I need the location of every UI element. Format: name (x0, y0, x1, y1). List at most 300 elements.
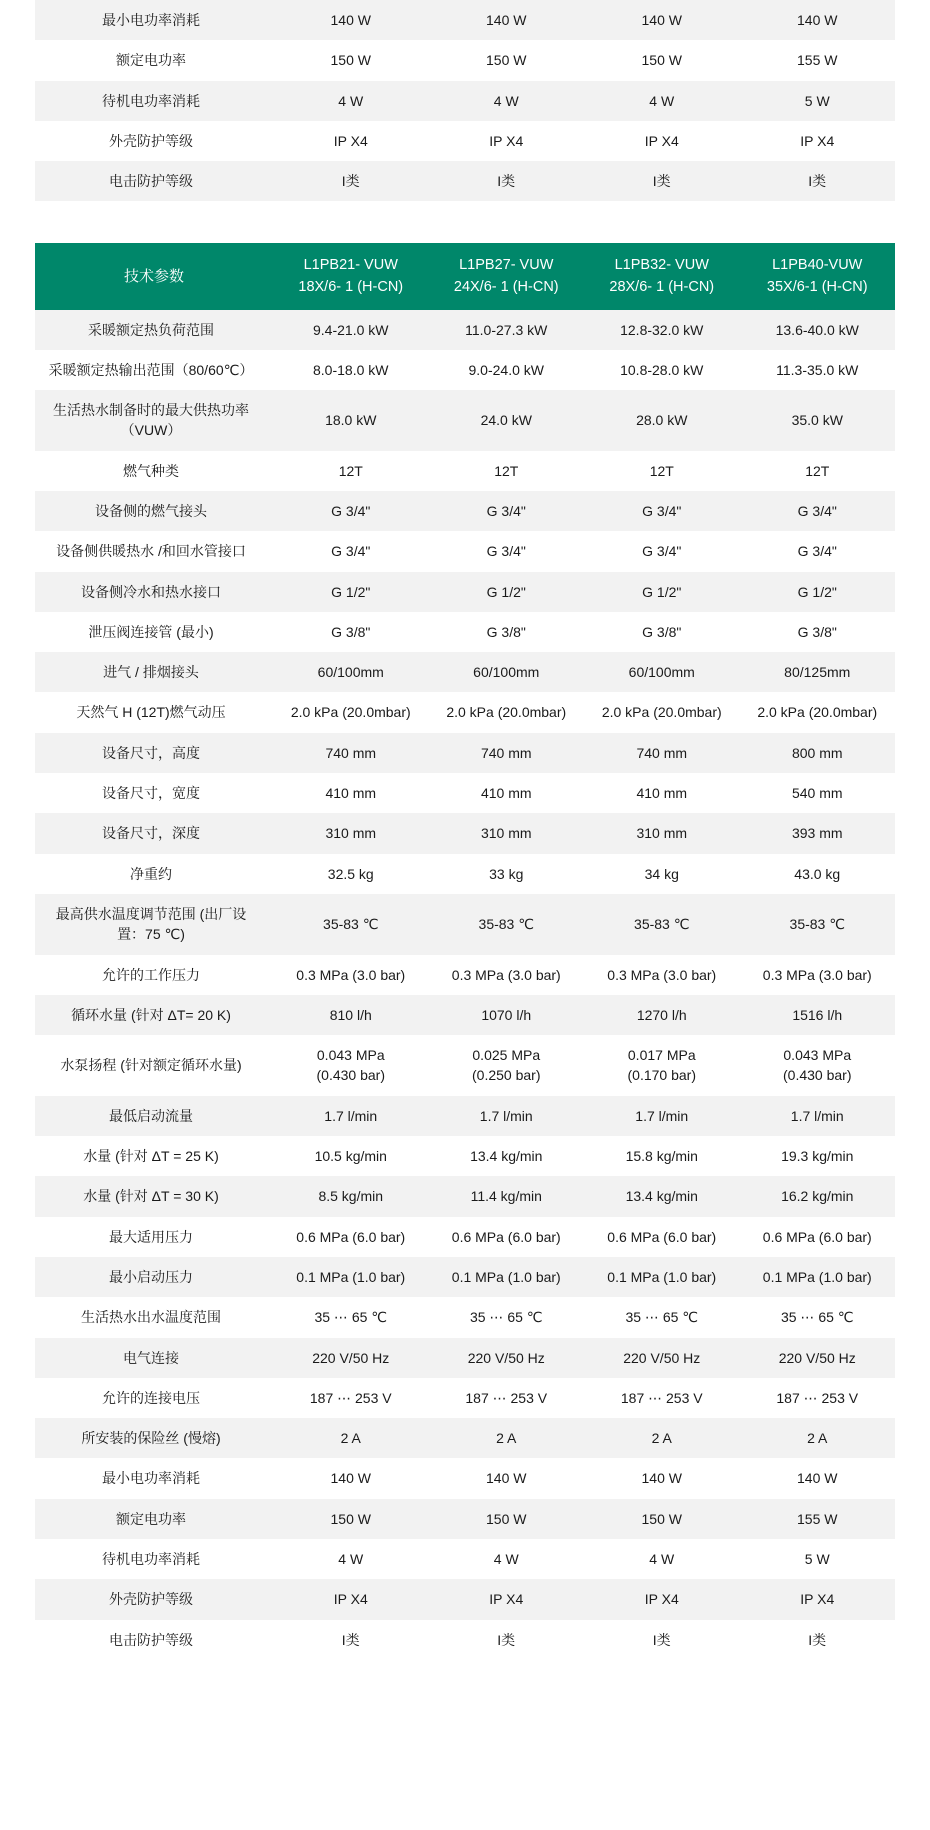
row-value (584, 531, 740, 571)
continued-spec-table-body (35, 0, 895, 201)
table-row (35, 1217, 895, 1257)
row-label: 最低启动流量 (35, 1096, 273, 1136)
value-line: 35-83 ℃ (323, 916, 379, 933)
value-line: 220 V/50 Hz (312, 1349, 390, 1366)
table-row (35, 310, 895, 350)
value-line: 4 W (649, 92, 675, 109)
value-line: 1.7 l/min (479, 1107, 533, 1124)
value-line: G 3/8" (486, 623, 526, 640)
value-line: 150 W (641, 52, 682, 69)
value-line: 12T (338, 462, 363, 479)
value-line: I类 (808, 1631, 827, 1648)
value-line: 4 W (649, 1551, 675, 1568)
row-value (584, 854, 740, 894)
value-line: 810 l/h (329, 1006, 372, 1023)
value-line: 0.1 MPa (1.0 bar) (296, 1268, 406, 1285)
row-value (429, 161, 585, 201)
value-line: 140 W (486, 12, 527, 28)
value-line: 35.0 kW (791, 412, 843, 429)
value-line: 24.0 kW (480, 412, 532, 429)
row-value (273, 390, 429, 451)
row-value (740, 1579, 896, 1619)
row-label: 生活热水出水温度范围 (35, 1297, 273, 1337)
value-line: 740 mm (480, 744, 532, 761)
row-value (273, 773, 429, 813)
value-line: 0.6 MPa (6.0 bar) (296, 1228, 406, 1245)
table-row (35, 854, 895, 894)
table-row (35, 733, 895, 773)
value-line: G 1/2" (331, 583, 371, 600)
value-line: 11.0-27.3 kW (465, 321, 548, 338)
header-model-variant: 35X/6-1 (H-CN) (766, 278, 868, 295)
table-row (35, 350, 895, 390)
row-value (429, 1338, 585, 1378)
row-value (584, 1579, 740, 1619)
row-label: 设备尺寸，宽度 (35, 773, 273, 813)
row-label: 水量 (针对 ΔT = 25 K) (35, 1136, 273, 1176)
value-line: 2.0 kPa (20.0mbar) (601, 704, 722, 721)
value-line: 540 mm (791, 785, 843, 802)
table-row (35, 491, 895, 531)
row-value (740, 1096, 896, 1136)
value-line: G 1/2" (642, 583, 682, 600)
value-line: 140 W (641, 12, 682, 28)
row-value (740, 612, 896, 652)
row-value (740, 1620, 896, 1660)
value-line: 12.8-32.0 kW (620, 321, 704, 338)
row-value (740, 1338, 896, 1378)
row-label: 电击防护等级 (35, 161, 273, 201)
value-line: 0.043 MPa (783, 1047, 852, 1064)
row-value (429, 1418, 585, 1458)
page-bottom-space (0, 1660, 930, 1830)
value-line: 140 W (797, 12, 838, 28)
row-label: 电气连接 (35, 1338, 273, 1378)
value-line: 1070 l/h (481, 1006, 532, 1023)
value-line: 12T (805, 462, 830, 479)
value-line: 410 mm (325, 785, 377, 802)
value-line: 13.4 kg/min (470, 1148, 543, 1165)
row-value (584, 1176, 740, 1216)
row-value (740, 1458, 896, 1498)
value-line: I类 (497, 173, 516, 190)
value-line: 220 V/50 Hz (467, 1349, 545, 1366)
row-value (740, 1136, 896, 1176)
value-line: 1270 l/h (636, 1006, 687, 1023)
row-value (429, 652, 585, 692)
table-row (35, 1297, 895, 1337)
row-value (584, 1499, 740, 1539)
value-line: 150 W (486, 1510, 527, 1527)
row-value (584, 1418, 740, 1458)
value-line: 155 W (797, 1510, 838, 1527)
value-line: 35-83 ℃ (789, 916, 845, 933)
header-cell-model-3 (584, 243, 740, 309)
value-line: 1.7 l/min (790, 1107, 844, 1124)
row-label: 采暖额定热负荷范围 (35, 310, 273, 350)
header-cell-model-4 (740, 243, 896, 309)
row-value (584, 1458, 740, 1498)
value-line: G 3/8" (797, 623, 837, 640)
row-value (584, 390, 740, 451)
header-model-variant: 24X/6- 1 (H-CN) (453, 278, 559, 295)
value-line: (0.430 bar) (316, 1067, 385, 1084)
row-value (740, 652, 896, 692)
table-row (35, 1499, 895, 1539)
row-value (584, 572, 740, 612)
value-line: 0.6 MPa (6.0 bar) (451, 1228, 561, 1245)
row-value (740, 121, 896, 161)
table-row (35, 955, 895, 995)
value-line: 35-83 ℃ (478, 916, 534, 933)
row-label: 最高供水温度调节范围 (出厂设置：75 ℃) (35, 894, 273, 955)
value-line: 310 mm (480, 825, 532, 842)
value-line: G 3/4" (797, 503, 837, 519)
row-value (429, 995, 585, 1035)
value-line: 35 ⋯ 65 ℃ (780, 1309, 854, 1326)
value-line: 2 A (496, 1430, 517, 1447)
row-value (429, 854, 585, 894)
row-label: 额定电功率 (35, 1499, 273, 1539)
row-value (429, 955, 585, 995)
value-line: 140 W (330, 12, 371, 28)
row-value (273, 995, 429, 1035)
row-value (740, 1035, 896, 1096)
row-value (273, 612, 429, 652)
value-line: 0.017 MPa (627, 1047, 696, 1064)
value-line: 0.3 MPa (3.0 bar) (762, 966, 872, 983)
value-line: 2 A (807, 1430, 828, 1447)
row-value (273, 1499, 429, 1539)
row-label: 生活热水制备时的最大供热功率（VUW） (35, 390, 273, 451)
row-value (584, 350, 740, 390)
row-value (740, 1418, 896, 1458)
value-line: 9.0-24.0 kW (468, 361, 544, 378)
value-line: IP X4 (489, 1591, 524, 1608)
value-line: 187 ⋯ 253 V (465, 1389, 548, 1406)
row-value (429, 773, 585, 813)
row-value (429, 1620, 585, 1660)
value-line: 32.5 kg (327, 865, 374, 882)
value-line: 5 W (804, 1551, 830, 1568)
value-line: 220 V/50 Hz (623, 1349, 701, 1366)
value-line: 0.6 MPa (6.0 bar) (762, 1228, 872, 1245)
value-line: G 3/4" (486, 543, 526, 560)
value-line: G 3/4" (486, 503, 526, 519)
row-value (273, 350, 429, 390)
row-value (740, 531, 896, 571)
value-line: 28.0 kW (636, 412, 688, 429)
row-value (740, 773, 896, 813)
table-row (35, 1035, 895, 1096)
row-label: 最小电功率消耗 (35, 1458, 273, 1498)
value-line: 4 W (338, 92, 364, 109)
row-value (740, 1539, 896, 1579)
row-value (273, 1136, 429, 1176)
row-value (584, 40, 740, 80)
value-line: IP X4 (800, 1591, 835, 1608)
row-value (429, 1378, 585, 1418)
header-model-name: L1PB32- VUW (614, 257, 709, 274)
row-value (273, 652, 429, 692)
value-line: 0.3 MPa (3.0 bar) (451, 966, 561, 983)
row-value (273, 955, 429, 995)
row-label: 净重约 (35, 854, 273, 894)
value-line: 35 ⋯ 65 ℃ (625, 1309, 699, 1326)
value-line: 0.1 MPa (1.0 bar) (607, 1268, 717, 1285)
row-value (273, 0, 429, 40)
row-label: 水量 (针对 ΔT = 30 K) (35, 1176, 273, 1216)
row-value (273, 1579, 429, 1619)
value-line: 80/125mm (784, 664, 851, 681)
row-value (429, 81, 585, 121)
row-value (740, 40, 896, 80)
table-row (35, 1539, 895, 1579)
value-line: (0.250 bar) (472, 1067, 541, 1084)
value-line: (0.170 bar) (627, 1067, 696, 1084)
value-line: 140 W (797, 1470, 838, 1487)
row-value (273, 572, 429, 612)
row-label: 允许的工作压力 (35, 955, 273, 995)
header-model-name: L1PB40-VUW (772, 257, 863, 274)
value-line: 33 kg (489, 865, 524, 882)
table-header-row (35, 243, 895, 309)
row-value (273, 1035, 429, 1096)
value-line: 310 mm (325, 825, 377, 842)
value-line: 60/100mm (473, 664, 540, 681)
row-value (740, 451, 896, 491)
row-value (740, 310, 896, 350)
row-label: 天然气 H (12T)燃气动压 (35, 692, 273, 732)
value-line: 220 V/50 Hz (778, 1349, 856, 1366)
value-line: I类 (341, 173, 360, 190)
row-value (273, 1217, 429, 1257)
row-value (429, 451, 585, 491)
header-cell-model-1 (273, 243, 429, 309)
value-line: G 3/4" (797, 543, 837, 560)
row-value (429, 350, 585, 390)
row-value (584, 955, 740, 995)
main-spec-table (35, 243, 895, 1659)
table-row (35, 40, 895, 80)
table-row (35, 1338, 895, 1378)
row-value (273, 1458, 429, 1498)
row-value (740, 733, 896, 773)
value-line: IP X4 (644, 1591, 679, 1608)
value-line: G 3/4" (331, 503, 371, 519)
table-row (35, 0, 895, 40)
row-value (740, 350, 896, 390)
continued-spec-table (35, 0, 895, 201)
row-value (584, 1035, 740, 1096)
row-label: 设备侧的燃气接头 (35, 491, 273, 531)
header-model-name: L1PB21- VUW (303, 257, 398, 274)
value-line: (0.430 bar) (783, 1067, 852, 1084)
value-line: 1.7 l/min (635, 1107, 689, 1124)
value-line: 35 ⋯ 65 ℃ (469, 1309, 543, 1326)
row-label: 燃气种类 (35, 451, 273, 491)
row-value (740, 390, 896, 451)
value-line: 140 W (330, 1470, 371, 1487)
header-cell-model-2 (429, 243, 585, 309)
value-line: 34 kg (644, 865, 679, 882)
row-label: 额定电功率 (35, 40, 273, 80)
row-value (429, 1458, 585, 1498)
row-value (584, 161, 740, 201)
value-line: 0.6 MPa (6.0 bar) (607, 1228, 717, 1245)
value-line: 13.4 kg/min (625, 1188, 698, 1205)
table-row (35, 81, 895, 121)
row-value (429, 121, 585, 161)
row-value (273, 692, 429, 732)
value-line: 740 mm (636, 744, 688, 761)
row-value (429, 1579, 585, 1619)
row-value (740, 1257, 896, 1297)
value-line: 310 mm (636, 825, 688, 842)
table-row (35, 531, 895, 571)
row-label: 水泵扬程 (针对额定循环水量) (35, 1035, 273, 1096)
row-value (273, 310, 429, 350)
value-line: 1516 l/h (792, 1006, 843, 1023)
row-value (273, 1096, 429, 1136)
value-line: 35-83 ℃ (634, 916, 690, 933)
value-line: 43.0 kg (794, 865, 841, 882)
row-value (429, 390, 585, 451)
value-line: 35 ⋯ 65 ℃ (314, 1309, 388, 1326)
row-value (429, 1176, 585, 1216)
row-value (740, 1499, 896, 1539)
value-line: 2 A (340, 1430, 361, 1447)
value-line: 5 W (804, 92, 830, 109)
table-row (35, 773, 895, 813)
row-value (584, 1096, 740, 1136)
row-value (429, 1136, 585, 1176)
table-row (35, 451, 895, 491)
value-line: 10.8-28.0 kW (620, 361, 704, 378)
main-spec-table-head (35, 243, 895, 309)
row-label: 采暖额定热输出范围（80/60℃） (35, 350, 273, 390)
value-line: I类 (652, 1631, 671, 1648)
row-label: 最小电功率消耗 (35, 0, 273, 40)
value-line: 187 ⋯ 253 V (309, 1389, 392, 1406)
value-line: G 1/2" (797, 583, 837, 600)
value-line: 0.3 MPa (3.0 bar) (607, 966, 717, 983)
row-value (584, 995, 740, 1035)
row-value (273, 813, 429, 853)
table-row (35, 692, 895, 732)
row-label: 进气 / 排烟接头 (35, 652, 273, 692)
value-line: 4 W (493, 92, 519, 109)
row-label: 最小启动压力 (35, 1257, 273, 1297)
value-line: 150 W (486, 52, 527, 69)
row-value (584, 1378, 740, 1418)
value-line: 140 W (641, 1470, 682, 1487)
row-value (740, 995, 896, 1035)
row-value (273, 1297, 429, 1337)
row-value (273, 121, 429, 161)
row-label: 设备尺寸，高度 (35, 733, 273, 773)
row-value (429, 813, 585, 853)
row-value (429, 0, 585, 40)
value-line: 187 ⋯ 253 V (620, 1389, 703, 1406)
table-row (35, 1418, 895, 1458)
row-value (429, 531, 585, 571)
row-value (429, 1539, 585, 1579)
value-line: 155 W (797, 52, 838, 69)
table-row (35, 572, 895, 612)
row-value (429, 1035, 585, 1096)
value-line: 410 mm (636, 785, 688, 802)
table-row (35, 390, 895, 451)
table-row (35, 121, 895, 161)
row-value (584, 652, 740, 692)
value-line: 2.0 kPa (20.0mbar) (757, 704, 878, 721)
value-line: 11.4 kg/min (470, 1188, 542, 1205)
row-label: 设备侧供暖热水 /和回水管接口 (35, 531, 273, 571)
row-value (740, 1176, 896, 1216)
row-value (740, 572, 896, 612)
row-value (584, 1257, 740, 1297)
value-line: 11.3-35.0 kW (776, 361, 859, 378)
row-label: 待机电功率消耗 (35, 1539, 273, 1579)
value-line: 2.0 kPa (20.0mbar) (446, 704, 567, 721)
row-value (584, 894, 740, 955)
row-value (273, 1176, 429, 1216)
value-line: IP X4 (333, 1591, 368, 1608)
row-value (429, 572, 585, 612)
row-label: 最大适用压力 (35, 1217, 273, 1257)
row-value (273, 1338, 429, 1378)
row-value (273, 161, 429, 201)
row-value (740, 161, 896, 201)
header-cell-label: 技术参数 (35, 243, 273, 309)
value-line: 8.5 kg/min (318, 1188, 384, 1205)
value-line: 150 W (330, 52, 371, 69)
value-line: IP X4 (644, 132, 679, 149)
row-label: 允许的连接电压 (35, 1378, 273, 1418)
value-line: 4 W (338, 1551, 364, 1568)
value-line: 13.6-40.0 kW (775, 321, 859, 338)
row-value (429, 491, 585, 531)
row-value (584, 1620, 740, 1660)
row-value (740, 81, 896, 121)
row-value (584, 310, 740, 350)
row-value (429, 40, 585, 80)
value-line: 0.025 MPa (472, 1047, 541, 1064)
row-value (429, 692, 585, 732)
table-row (35, 1096, 895, 1136)
value-line: G 3/8" (642, 623, 682, 640)
row-value (584, 451, 740, 491)
value-line: 10.5 kg/min (314, 1148, 387, 1165)
table-row (35, 894, 895, 955)
row-value (429, 733, 585, 773)
row-value (584, 692, 740, 732)
row-label: 外壳防护等级 (35, 1579, 273, 1619)
row-value (429, 1297, 585, 1337)
value-line: IP X4 (489, 132, 524, 149)
row-value (429, 1217, 585, 1257)
row-value (584, 491, 740, 531)
value-line: 9.4-21.0 kW (313, 321, 389, 338)
value-line: 0.3 MPa (3.0 bar) (296, 966, 406, 983)
value-line: IP X4 (800, 132, 835, 149)
row-label: 设备尺寸，深度 (35, 813, 273, 853)
table-row (35, 995, 895, 1035)
row-value (740, 1217, 896, 1257)
row-value (740, 0, 896, 40)
value-line: G 3/4" (642, 503, 682, 519)
